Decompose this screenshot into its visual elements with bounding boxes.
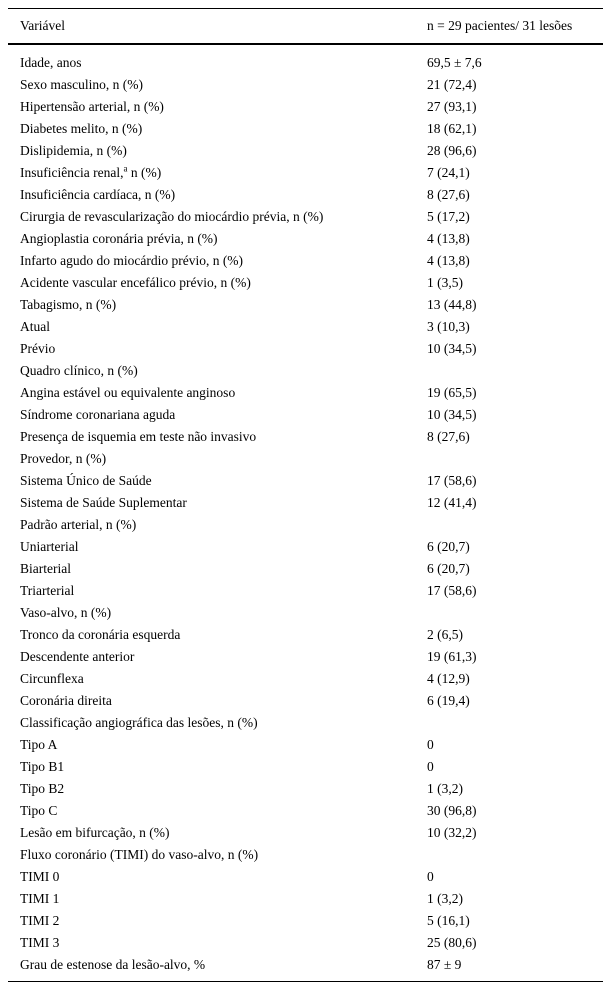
table-body xyxy=(8,44,603,982)
row-label: Insuficiência cardíaca, n (%) xyxy=(20,187,176,202)
row-value: 17 (58,6) xyxy=(427,583,477,598)
row-label: Atual xyxy=(20,319,50,334)
table-row xyxy=(8,184,603,206)
row-value: 6 (20,7) xyxy=(427,561,470,576)
table-row xyxy=(8,360,603,382)
row-label: TIMI 2 xyxy=(20,913,60,928)
table-head xyxy=(8,9,603,45)
table-row xyxy=(8,580,603,602)
row-value: 17 (58,6) xyxy=(427,473,477,488)
table-row xyxy=(8,844,603,866)
table-row xyxy=(8,74,603,96)
row-value: 1 (3,2) xyxy=(427,781,463,796)
row-value: 8 (27,6) xyxy=(427,429,470,444)
table-row xyxy=(8,800,603,822)
table-row xyxy=(8,140,603,162)
row-label: Tipo C xyxy=(20,803,58,818)
patient-characteristics-table xyxy=(8,8,603,982)
row-label: Hipertensão arterial, n (%) xyxy=(20,99,164,114)
table-row xyxy=(8,426,603,448)
row-value: 19 (65,5) xyxy=(427,385,477,400)
row-label: Síndrome coronariana aguda xyxy=(20,407,176,422)
row-label: Fluxo coronário (TIMI) do vaso-alvo, n (%) xyxy=(20,847,259,862)
table-row xyxy=(8,932,603,954)
row-value: 7 (24,1) xyxy=(427,165,470,180)
row-label: Tabagismo, n (%) xyxy=(20,297,117,312)
row-label: Sexo masculino, n (%) xyxy=(20,77,143,92)
table-row xyxy=(8,866,603,888)
table-row xyxy=(8,162,603,184)
table-row xyxy=(8,118,603,140)
row-label: Sistema de Saúde Suplementar xyxy=(20,495,187,510)
row-value: 0 xyxy=(427,737,434,752)
footnote-marker: a xyxy=(123,163,128,174)
table-row xyxy=(8,888,603,910)
row-value: 28 (96,6) xyxy=(427,143,477,158)
header-sample-size: n = 29 pacientes/ 31 lesões xyxy=(415,9,603,45)
header-variable: Variável xyxy=(8,9,415,45)
row-label: Provedor, n (%) xyxy=(20,451,107,466)
row-value: 1 (3,5) xyxy=(427,275,463,290)
row-label: Padrão arterial, n (%) xyxy=(20,517,137,532)
row-label: Sistema Único de Saúde xyxy=(20,473,152,488)
table-row xyxy=(8,382,603,404)
row-label: TIMI 3 xyxy=(20,935,60,950)
row-value xyxy=(415,712,603,734)
row-value: 10 (34,5) xyxy=(427,407,477,422)
row-value: 5 (17,2) xyxy=(427,209,470,224)
row-value: 69,5 ± 7,6 xyxy=(427,55,482,70)
table-row xyxy=(8,822,603,844)
row-value: 4 (13,8) xyxy=(427,231,470,246)
row-label-text: Insuficiência renal, xyxy=(20,165,124,180)
row-label: Circunflexa xyxy=(20,671,84,686)
table-row xyxy=(8,712,603,734)
table-header-row xyxy=(8,9,603,45)
table-row xyxy=(8,206,603,228)
table-row xyxy=(8,536,603,558)
row-value xyxy=(415,514,603,536)
row-label: Idade, anos xyxy=(20,55,82,70)
row-value: 13 (44,8) xyxy=(427,297,477,312)
row-label: Dislipidemia, n (%) xyxy=(20,143,127,158)
row-value: 3 (10,3) xyxy=(427,319,470,334)
row-label: Biarterial xyxy=(20,561,71,576)
row-label-text: n (%) xyxy=(127,165,162,180)
row-label: Vaso-alvo, n (%) xyxy=(20,605,112,620)
row-label: Descendente anterior xyxy=(20,649,135,664)
table-row xyxy=(8,272,603,294)
row-value: 87 ± 9 xyxy=(427,957,462,972)
row-value: 21 (72,4) xyxy=(427,77,477,92)
table-row xyxy=(8,602,603,624)
row-value: 2 (6,5) xyxy=(427,627,463,642)
row-label: Diabetes melito, n (%) xyxy=(20,121,143,136)
row-value xyxy=(415,448,603,470)
row-label: Grau de estenose da lesão-alvo, % xyxy=(20,957,206,972)
row-label: Prévio xyxy=(20,341,56,356)
row-value: 6 (19,4) xyxy=(427,693,470,708)
row-label xyxy=(8,162,415,184)
row-label: Tipo B1 xyxy=(20,759,65,774)
row-label: Angioplastia coronária prévia, n (%) xyxy=(20,231,218,246)
table-row xyxy=(8,492,603,514)
table-row xyxy=(8,448,603,470)
row-value: 27 (93,1) xyxy=(427,99,477,114)
table-row xyxy=(8,910,603,932)
row-value: 6 (20,7) xyxy=(427,539,470,554)
table-row xyxy=(8,624,603,646)
table-row xyxy=(8,778,603,800)
table-row xyxy=(8,734,603,756)
table-row xyxy=(8,250,603,272)
row-label: Triarterial xyxy=(20,583,75,598)
table-row xyxy=(8,404,603,426)
row-label: Presença de isquemia em teste não invasivo xyxy=(20,429,257,444)
row-value: 19 (61,3) xyxy=(427,649,477,664)
row-value xyxy=(415,602,603,624)
table-row xyxy=(8,44,603,74)
row-label: Cirurgia de revascularização do miocárdio prévia, n (%) xyxy=(20,209,324,224)
row-value: 10 (32,2) xyxy=(427,825,477,840)
table-row xyxy=(8,954,603,982)
row-label: Classificação angiográfica das lesões, n (%) xyxy=(20,715,258,730)
row-label: Acidente vascular encefálico prévio, n (%) xyxy=(20,275,251,290)
row-value xyxy=(415,360,603,382)
table-row xyxy=(8,294,603,316)
table-row xyxy=(8,338,603,360)
row-label: Angina estável ou equivalente anginoso xyxy=(20,385,236,400)
row-label: Tronco da coronária esquerda xyxy=(20,627,181,642)
row-label: Lesão em bifurcação, n (%) xyxy=(20,825,170,840)
row-label: TIMI 1 xyxy=(20,891,60,906)
table-row xyxy=(8,228,603,250)
table-row xyxy=(8,514,603,536)
row-value: 0 xyxy=(427,759,434,774)
table-row xyxy=(8,316,603,338)
table-row xyxy=(8,96,603,118)
row-value xyxy=(415,844,603,866)
row-label: Infarto agudo do miocárdio prévio, n (%) xyxy=(20,253,244,268)
row-value: 10 (34,5) xyxy=(427,341,477,356)
row-value: 0 xyxy=(427,869,434,884)
table-row xyxy=(8,558,603,580)
row-label: Tipo A xyxy=(20,737,58,752)
table-row xyxy=(8,668,603,690)
row-label: Coronária direita xyxy=(20,693,112,708)
row-label: TIMI 0 xyxy=(20,869,60,884)
table-row xyxy=(8,646,603,668)
row-value: 4 (12,9) xyxy=(427,671,470,686)
table-row xyxy=(8,690,603,712)
table-row xyxy=(8,470,603,492)
row-value: 30 (96,8) xyxy=(427,803,477,818)
row-value: 5 (16,1) xyxy=(427,913,470,928)
row-label: Quadro clínico, n (%) xyxy=(20,363,138,378)
row-value: 1 (3,2) xyxy=(427,891,463,906)
row-value: 18 (62,1) xyxy=(427,121,477,136)
table-row xyxy=(8,756,603,778)
row-value: 12 (41,4) xyxy=(427,495,477,510)
row-value: 8 (27,6) xyxy=(427,187,470,202)
row-label: Uniarterial xyxy=(20,539,79,554)
row-value: 25 (80,6) xyxy=(427,935,477,950)
row-label: Tipo B2 xyxy=(20,781,65,796)
row-value: 4 (13,8) xyxy=(427,253,470,268)
